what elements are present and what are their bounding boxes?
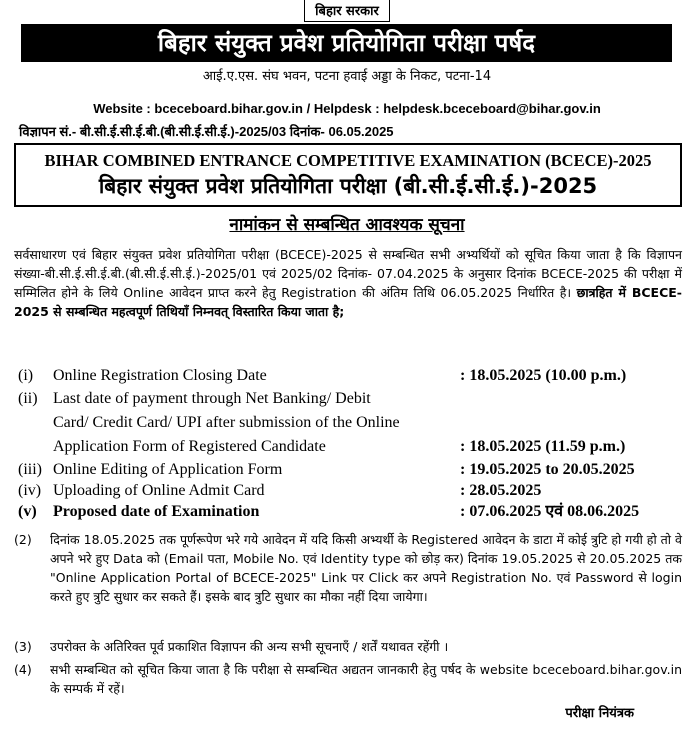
row-value: : 28.05.2025 [460,482,542,499]
website-label: Website : [93,101,151,116]
helpdesk-label: / Helpdesk : [306,101,380,116]
row-label: Online Editing of Application Form [53,461,283,478]
schedule-row [14,481,682,501]
notice-heading-wrap [0,212,694,235]
row-label: Card/ Credit Card/ UPI after submission of the Online [53,414,400,431]
schedule-row [14,502,682,522]
contact-line [0,101,694,116]
helpdesk-email[interactable]: helpdesk.bceceboard@bihar.gov.in [383,101,601,116]
row-value: : 07.06.2025 एवं 08.06.2025 [460,503,640,520]
point-text: सभी सम्बन्धित को सूचित किया जाता है कि परीक्षा से सम्बन्धित अद्यतन जानकारी हेतु पर्षद के website bceceboard.bihar.gov.in के सम्पर्क में रहें। [50,662,682,696]
point-text: उपरोक्त के अतिरिक्त पूर्व प्रकाशित विज्ञापन की अन्य सभी सूचनाएँ / शर्तें यथावत रहेंगी । [50,639,449,654]
schedule-row [14,460,682,480]
schedule-row [14,366,682,386]
row-number: (iii) [18,461,42,478]
row-number: (iv) [18,482,42,499]
board-name-banner: बिहार संयुक्त प्रवेश प्रतियोगिता परीक्षा पर्षद [21,24,672,62]
website-link[interactable]: bceceboard.bihar.gov.in [154,101,303,116]
intro-text-bold: छात्रहित में BCECE-2025 से सम्बन्धित महत्वपूर्ण तिथियाँ निम्नवत् विस्तारित किया जाता है; [14,285,682,319]
row-label: Application Form of Registered Candidate [53,438,326,455]
schedule-row [14,389,682,409]
exam-title-english: BIHAR COMBINED ENTRANCE COMPETITIVE EXAMINATION (BCECE)-2025 [44,151,652,170]
notice-heading: नामांकन से सम्बन्धित आवश्यक सूचना [229,215,465,235]
board-address: आई.ए.एस. संघ भवन, पटना हवाई अड्डा के निकट, पटना-14 [202,69,492,84]
point-2 [14,530,682,630]
schedule-row [14,413,682,433]
exam-title-box [14,143,682,207]
row-label: Last date of payment through Net Banking/ Debit [53,390,371,407]
row-value: : 18.05.2025 (10.00 p.m.) [460,367,627,384]
point-number: (4) [14,662,32,677]
dates-schedule [14,366,682,522]
row-label: Uploading of Online Admit Card [53,482,265,499]
point-4 [14,660,682,700]
point-number: (3) [14,639,32,654]
advertisement-ref: विज्ञापन सं.- बी.सी.ई.सी.ई.बी.(बी.सी.ई.सी.ई.)-2025/03 दिनांक- 06.05.2025 [19,124,394,139]
point-text: दिनांक 18.05.2025 तक पूर्णरूपेण भरे गये आवेदन में यदि किसी अभ्यर्थी के Registered आवेदन के डाटा में कोई त्रुटि हो गयी हो तो वे अपने भरे हुए Data को (Email पता, Mobile No. एवं Identity type को छोड़ कर) दिनांक 19.05.2025 से 20.05.2025 तक "Online Application Portal of BCECE-2025" Link पर Click कर अपने Registration No. एवं Password से login करते हुए त्रुटि सुधार कर सकते हैं। इसके बाद त्रुटि सुधार का मौका नहीं दिया जायेगा। [50,532,682,604]
row-value: : 18.05.2025 (11.59 p.m.) [460,438,626,455]
row-number: (v) [18,503,37,520]
intro-text: सर्वसाधारण एवं बिहार संयुक्त प्रवेश प्रतियोगिता परीक्षा (BCECE)-2025 से सम्बन्धित सभी अभ्यर्थियों को सूचित किया जाता है कि विज्ञापन संख्या-बी.सी.ई.सी.ई.बी.(बी.सी.ई.सी.ई.)-2025/01 एवं 2025/02 दिनांक- 07.04.2025 के अनुसार दिनांक BCECE-2025 की परीक्षा में सम्मिलित होने के लिये Online आवेदन प्राप्त करने हेतु Registration की अंतिम तिथि 06.05.2025 निर्धारित है। [14,247,682,300]
point-number: (2) [14,532,32,547]
point-3 [14,637,682,657]
row-label: Online Registration Closing Date [53,367,267,384]
intro-paragraph [14,245,682,321]
signature-controller: परीक्षा नियंत्रक [565,706,634,721]
exam-title-hindi: बिहार संयुक्त प्रवेश प्रतियोगिता परीक्षा (बी.सी.ई.सी.ई.)-2025 [98,174,598,198]
row-number: (ii) [18,390,38,407]
row-number: (i) [18,367,34,384]
govt-label: बिहार सरकार [304,0,390,22]
govt-header [0,0,694,22]
row-label: Proposed date of Examination [53,503,260,520]
schedule-row [14,437,682,457]
row-value: : 19.05.2025 to 20.05.2025 [460,461,635,478]
